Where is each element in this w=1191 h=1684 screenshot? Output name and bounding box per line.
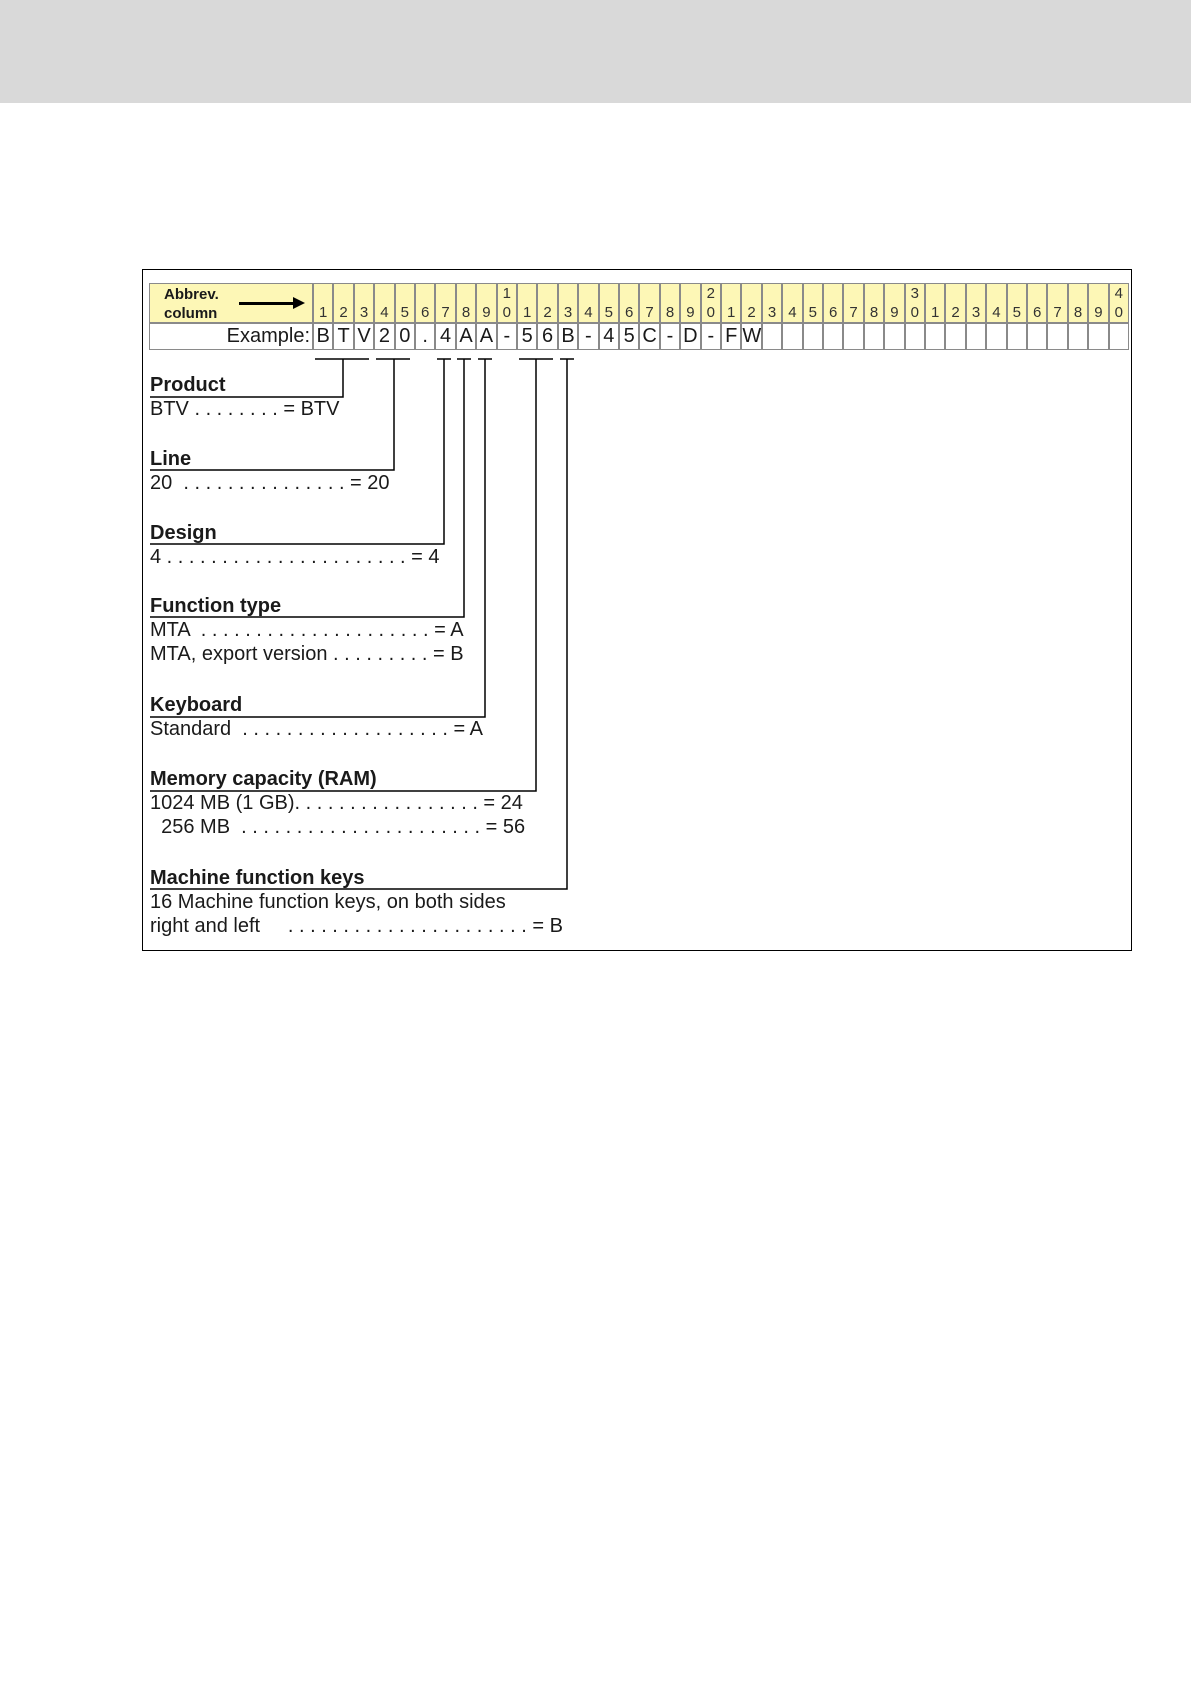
section-title: Keyboard <box>150 694 243 716</box>
code-section <box>150 373 340 421</box>
column-units-digit: 7 <box>1053 304 1062 321</box>
example-char-cell: - <box>497 323 517 350</box>
column-tens-digit: 1 <box>502 285 511 302</box>
column-units-digit: 3 <box>563 304 573 321</box>
example-char-cell: - <box>660 323 680 350</box>
example-char-cell: B <box>558 323 578 350</box>
column-units-digit: 5 <box>604 304 613 321</box>
column-tens-digit: 3 <box>910 285 919 302</box>
example-char-cell: 5 <box>517 323 537 350</box>
column-units-digit: 4 <box>584 304 593 321</box>
column-units-digit: 9 <box>1094 304 1103 321</box>
column-units-digit: 3 <box>359 304 369 321</box>
section-row: MTA, export version . . . . . . . . . = B <box>150 643 464 665</box>
example-char-cell: D <box>680 323 700 350</box>
section-row: 4 . . . . . . . . . . . . . . . . . . . . . . = 4 <box>150 546 440 568</box>
section-row: Standard . . . . . . . . . . . . . . . . . . . = A <box>150 718 483 740</box>
abbrev-label: Abbrev. <box>164 286 219 303</box>
column-units-digit: 7 <box>441 304 450 321</box>
example-char-cell: 5 <box>619 323 639 350</box>
section-row: 20 . . . . . . . . . . . . . . . = 20 <box>150 472 390 494</box>
column-tens-digit: 2 <box>706 285 715 302</box>
column-units-digit: 0 <box>706 304 715 321</box>
column-units-digit: 8 <box>1073 304 1083 321</box>
column-units-digit: 6 <box>829 304 838 321</box>
column-units-digit: 7 <box>849 304 858 321</box>
example-char-cell: . <box>415 323 435 350</box>
column-units-digit: 6 <box>625 304 634 321</box>
code-section <box>150 767 525 839</box>
example-char-cell: V <box>354 323 374 350</box>
column-units-digit: 8 <box>461 304 471 321</box>
example-char-cell: B <box>313 323 333 350</box>
column-units-digit: 7 <box>645 304 654 321</box>
column-units-digit: 1 <box>727 304 736 321</box>
column-units-digit: 9 <box>890 304 899 321</box>
column-units-digit: 0 <box>502 304 511 321</box>
column-tens-digit: 4 <box>1114 285 1123 302</box>
column-label: column <box>164 305 218 322</box>
example-char-cell: 6 <box>537 323 557 350</box>
section-title: Machine function keys <box>150 867 365 889</box>
column-units-digit: 8 <box>869 304 879 321</box>
column-units-digit: 1 <box>319 304 328 321</box>
column-units-digit: 0 <box>1114 304 1123 321</box>
example-char-cell: 4 <box>599 323 619 350</box>
column-units-digit: 8 <box>665 304 675 321</box>
column-units-digit: 1 <box>523 304 532 321</box>
section-row: 16 Machine function keys, on both sides <box>150 891 506 913</box>
code-section <box>150 447 390 495</box>
column-units-digit: 2 <box>339 304 348 321</box>
column-units-digit: 9 <box>686 304 695 321</box>
column-units-digit: 6 <box>421 304 430 321</box>
section-title: Function type <box>150 595 282 617</box>
column-units-digit: 2 <box>747 304 756 321</box>
example-char-cell: W <box>741 323 761 350</box>
code-section <box>150 594 464 666</box>
column-units-digit: 3 <box>971 304 981 321</box>
column-units-digit: 5 <box>808 304 817 321</box>
example-char-cell: - <box>578 323 598 350</box>
example-char-cell: F <box>721 323 741 350</box>
example-char-cell: - <box>701 323 721 350</box>
section-row: right and left . . . . . . . . . . . . . . . . . . . . . . = B <box>150 915 563 937</box>
example-label: Example: <box>149 323 313 350</box>
column-units-digit: 4 <box>788 304 797 321</box>
example-char-cell: T <box>333 323 353 350</box>
example-char-cell: 0 <box>395 323 415 350</box>
column-units-digit: 2 <box>543 304 552 321</box>
column-units-digit: 1 <box>931 304 940 321</box>
example-char-cell: 2 <box>374 323 394 350</box>
column-units-digit: 9 <box>482 304 491 321</box>
section-row: 1024 MB (1 GB). . . . . . . . . . . . . . . . . = 24 <box>150 792 523 814</box>
column-units-digit: 4 <box>380 304 389 321</box>
code-section <box>150 521 440 569</box>
code-section <box>150 866 563 938</box>
section-title: Design <box>150 522 217 544</box>
column-units-digit: 2 <box>951 304 960 321</box>
column-units-digit: 5 <box>400 304 409 321</box>
column-units-digit: 4 <box>992 304 1001 321</box>
example-char-cell: A <box>456 323 476 350</box>
section-title: Line <box>150 448 192 470</box>
section-title: Memory capacity (RAM) <box>150 768 377 790</box>
column-units-digit: 6 <box>1033 304 1042 321</box>
code-section <box>150 693 483 741</box>
column-units-digit: 5 <box>1012 304 1021 321</box>
section-row: BTV . . . . . . . . = BTV <box>150 398 340 420</box>
column-units-digit: 3 <box>767 304 777 321</box>
section-row: MTA . . . . . . . . . . . . . . . . . . . . . = A <box>150 619 464 641</box>
section-row: 256 MB . . . . . . . . . . . . . . . . . . . . . . = 56 <box>150 816 526 838</box>
example-char-cell: A <box>476 323 496 350</box>
section-title: Product <box>150 374 226 396</box>
example-char-cell: 4 <box>435 323 455 350</box>
example-char-cell: C <box>639 323 659 350</box>
column-units-digit: 0 <box>910 304 919 321</box>
